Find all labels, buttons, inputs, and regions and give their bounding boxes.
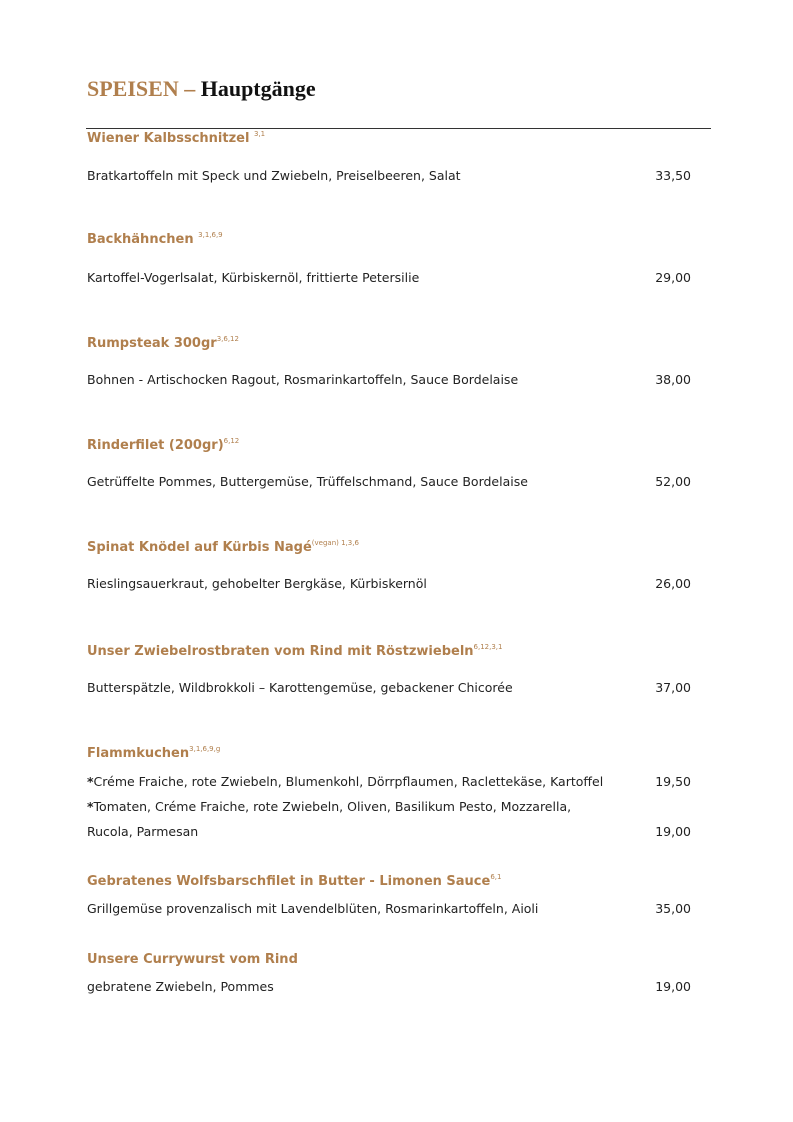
variant-price: 19,50 (655, 774, 691, 789)
allergen-codes: 6,12 (223, 437, 240, 445)
section-subtitle: Hauptgänge (200, 76, 316, 101)
dish-name: Unsere Currywurst vom Rind (87, 952, 298, 967)
allergen-codes: 3,1,6,9 (198, 231, 223, 239)
dish-name: Rumpsteak 300gr$^{3,6,12}$ (87, 335, 239, 351)
dish-description: Bohnen - Artischocken Ragout, Rosmarinkartoffeln, Sauce Bordelaise (87, 372, 519, 387)
dish-description: gebratene Zwiebeln, Pommes (87, 979, 274, 994)
dish-description: Bratkartoffeln mit Speck und Zwiebeln, Preiselbeeren, Salat (87, 168, 461, 183)
allergen-codes: 3,6,12 (216, 335, 239, 343)
dish-name: Rinderfilet $(200gr)^{6,12}$ (87, 437, 240, 453)
dish-name: Gebratenes Wolfsbarschfilet in Butter - Limonen Sauce$^{6,1}$ (87, 873, 502, 889)
variant-marker: * (87, 774, 94, 789)
dish-name: Unser Zwiebelrostbraten vom Rind mit Röstzwiebeln$^{6,12,3,1}$ (87, 643, 503, 659)
variant-price: 19,00 (655, 824, 691, 839)
dish-name: Flammkuchen$^{3,1,6,9,g}$ (87, 745, 221, 761)
variant-marker: * (87, 799, 94, 814)
dish-price: 37,00 (655, 680, 691, 695)
dish-name: Backhähnchen $^{3,1,6,9}$ (87, 231, 223, 247)
variant-description: *Créme Fraiche, rote Zwiebeln, Blumenkohl, Dörrpflaumen, Raclettekäse, Kartoffel (87, 774, 604, 789)
dish-price: 33,50 (655, 168, 691, 183)
allergen-codes: 3,1 (253, 130, 266, 138)
header-divider (86, 128, 711, 129)
dish-description: Getrüffelte Pommes, Buttergemüse, Trüffelschmand, Sauce Bordelaise (87, 474, 528, 489)
dish-price: 35,00 (655, 901, 691, 916)
title-separator: – (184, 76, 196, 101)
category-label: SPEISEN (87, 76, 179, 101)
dish-name: Wiener Kalbsschnitzel $^{3,1}$ (87, 130, 266, 146)
variant-description: *Tomaten, Créme Fraiche, rote Zwiebeln, Oliven, Basilikum Pesto, Mozzarella, (87, 799, 572, 814)
dish-description: Kartoffel-Vogerlsalat, Kürbiskernöl, frittierte Petersilie (87, 270, 420, 285)
dish-price: 19,00 (655, 979, 691, 994)
dish-price: 26,00 (655, 576, 691, 591)
dish-description: Butterspätzle, Wildbrokkoli – Karottengemüse, gebackener Chicorée (87, 680, 513, 695)
dish-name: Spinat Knödel auf Kürbis Nagé$^{(vegan) 1,3,6}$ (87, 539, 359, 555)
allergen-codes: 3,1,6,9,g (189, 745, 221, 753)
allergen-codes: (vegan) 1,3,6 (311, 539, 359, 547)
page-title (87, 76, 316, 102)
dish-price: 29,00 (655, 270, 691, 285)
allergen-codes: 6,1 (490, 873, 502, 881)
dish-description: Rieslingsauerkraut, gehobelter Bergkäse, Kürbiskernöl (87, 576, 427, 591)
dish-price: 52,00 (655, 474, 691, 489)
dish-price: 38,00 (655, 372, 691, 387)
dish-description: Grillgemüse provenzalisch mit Lavendelblüten, Rosmarinkartoffeln, Aioli (87, 901, 539, 916)
allergen-codes: 6,12,3,1 (473, 643, 503, 651)
variant-description-continued: Rucola, Parmesan (87, 824, 199, 839)
